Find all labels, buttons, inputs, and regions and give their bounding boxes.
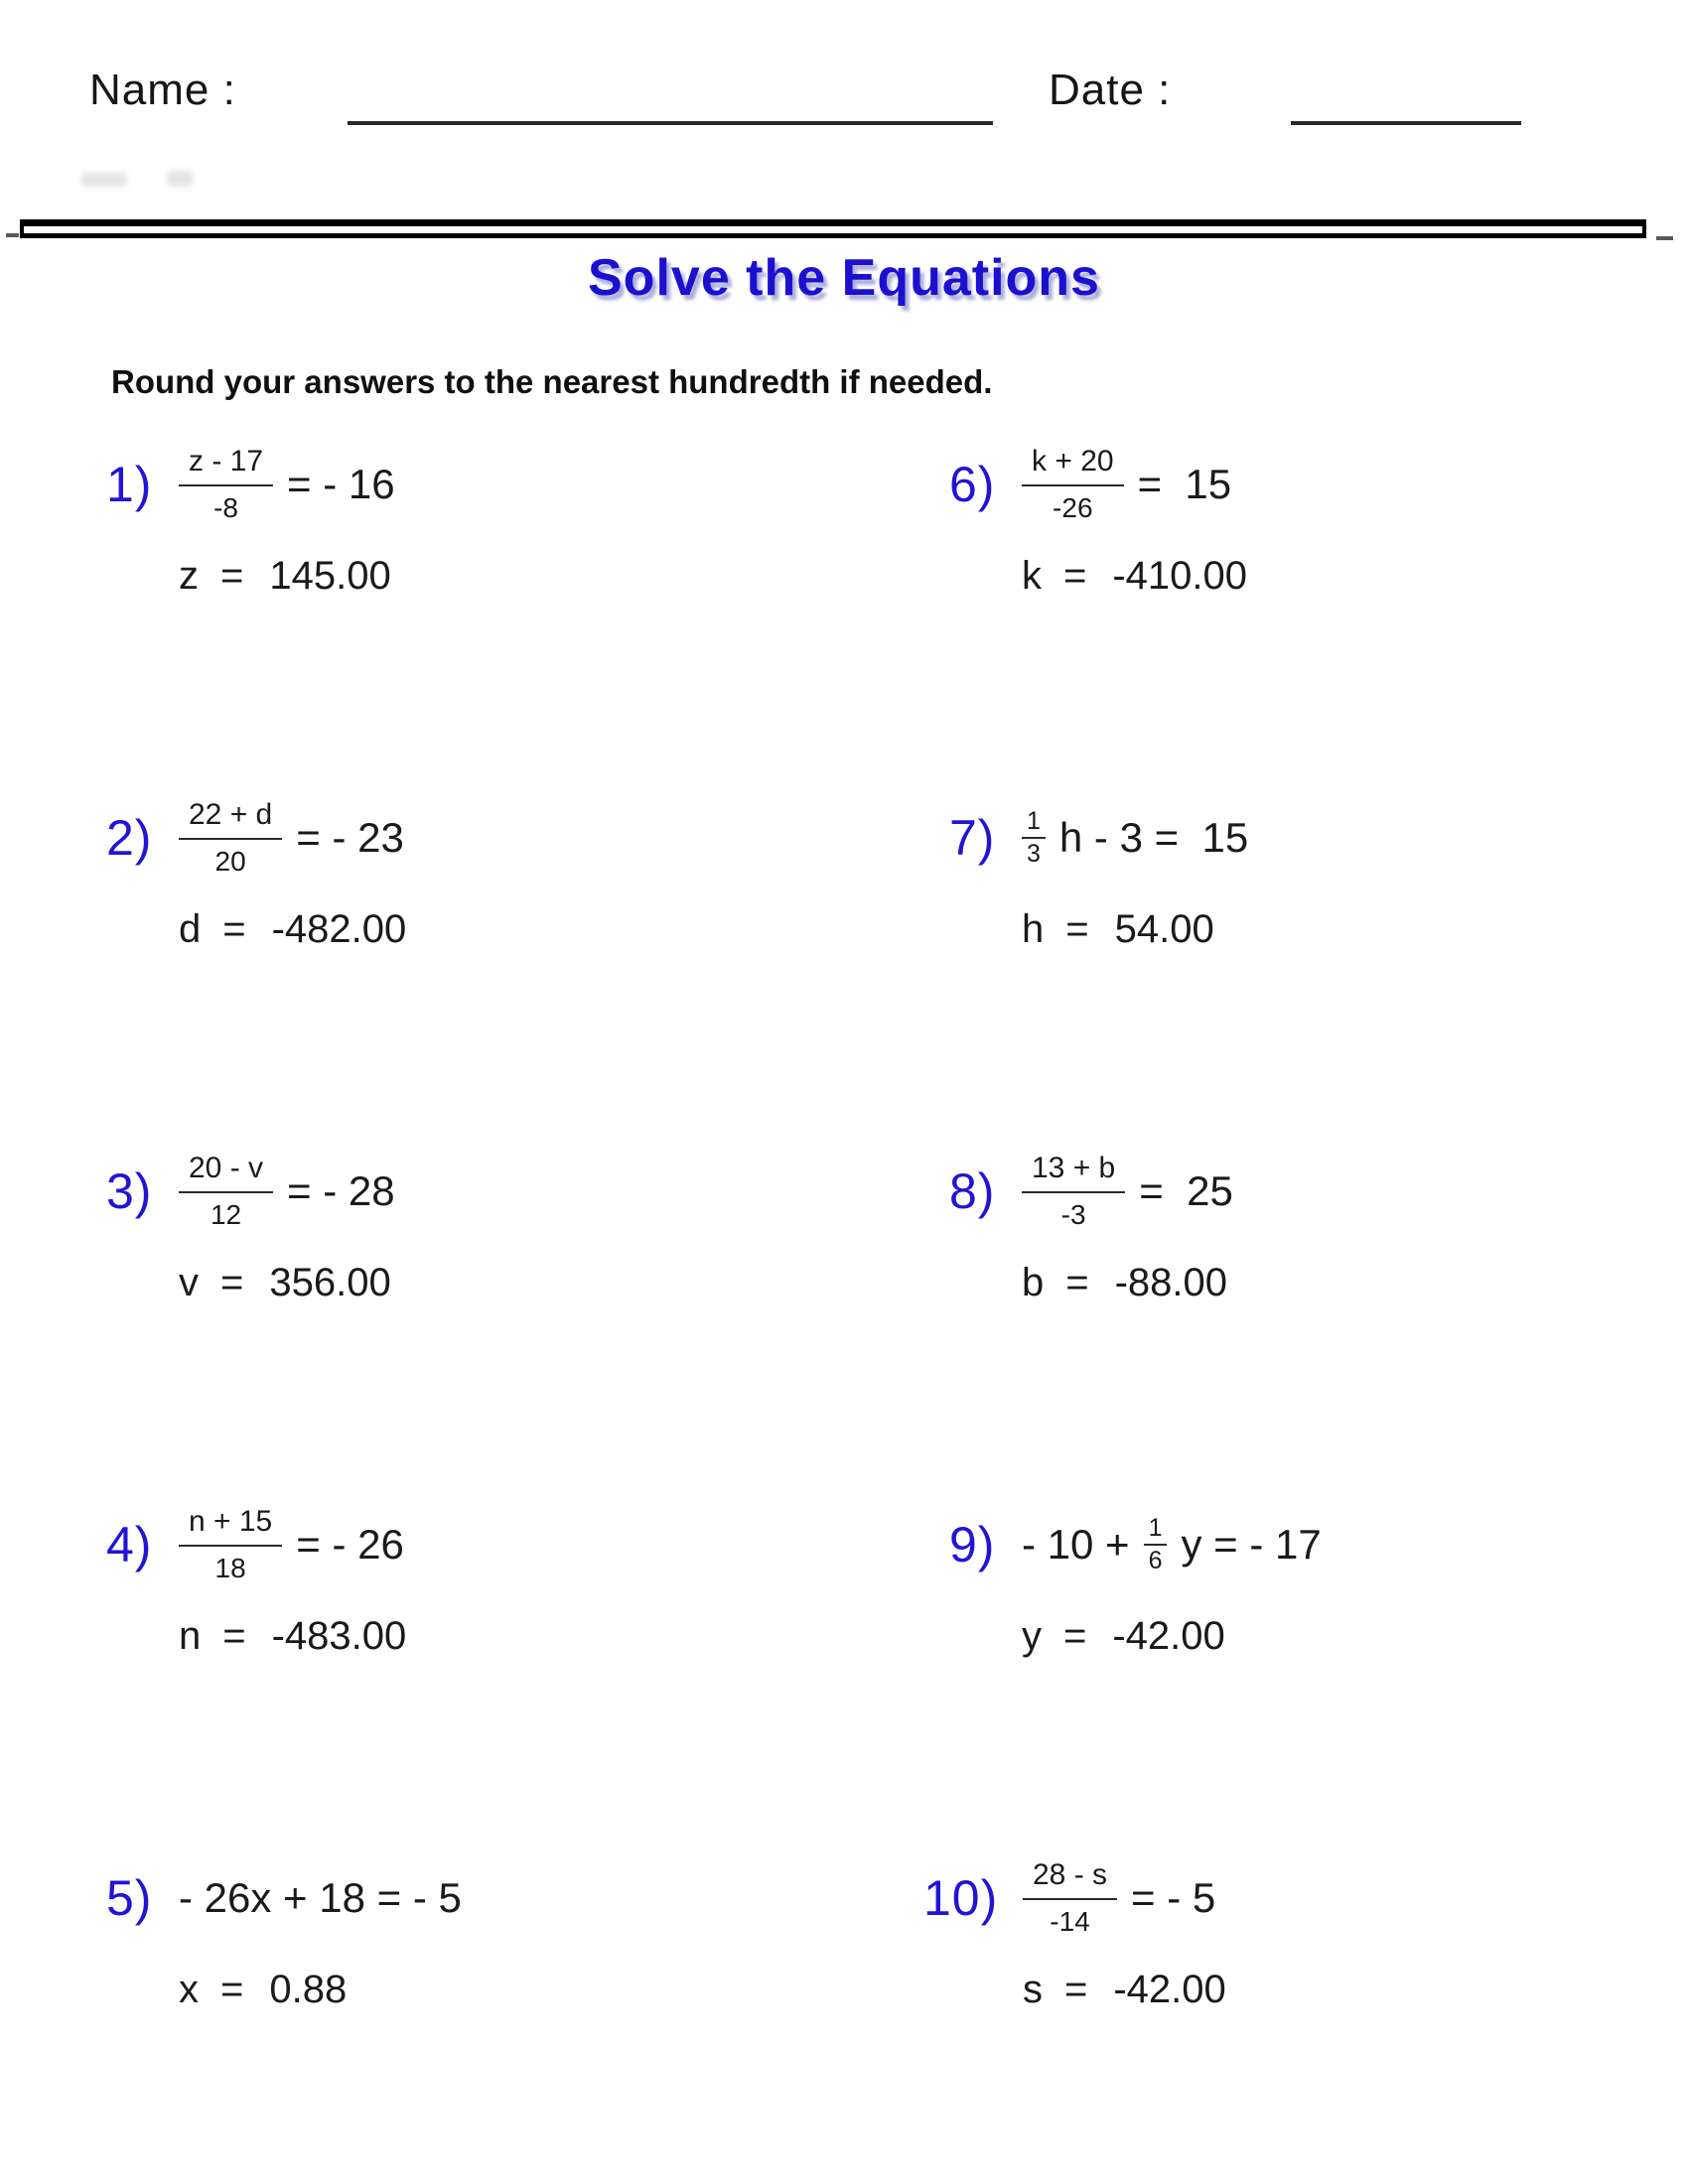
fraction-numerator: z - 17 [179,444,273,486]
problem-number: 9) [949,1517,996,1572]
fraction [1023,1857,1117,1939]
page-title: Solve the Equations [588,249,1100,307]
divider-left-dash [6,233,19,237]
problem-number: 10) [923,1870,999,1926]
answer-variable: s [1023,1968,1043,2011]
problem-row [106,1858,462,1938]
answer-equals-sign: = [220,1261,244,1304]
fraction-denominator: -14 [1050,1906,1090,1938]
small-fraction [1022,808,1046,869]
equation-text: = - 5 [1131,1874,1216,1921]
small-fraction [1144,1515,1168,1575]
equation-text: = 15 [1137,461,1232,507]
problem-row [949,1152,1233,1231]
header-divider-rule [20,219,1646,238]
fraction-numerator: 13 + b [1022,1151,1125,1193]
problem-3 [106,1152,395,1305]
fraction-numerator: 20 - v [179,1151,273,1193]
equation [179,445,395,524]
problem-9 [949,1505,1322,1659]
problem-number: 8) [949,1163,996,1219]
equation [1022,798,1248,878]
equation-text: y = - 17 [1181,1521,1322,1568]
answer-value: -42.00 [1113,1968,1226,2011]
answer-variable: n [179,1614,202,1658]
problem-1 [106,445,395,599]
problem-10 [923,1858,1226,2012]
instruction-text: Round your answers to the nearest hundredth if needed. [111,363,993,400]
answer-equals-sign: = [222,907,246,951]
answer-value: -482.00 [271,907,407,951]
answer-line [179,554,395,599]
answer-value: -410.00 [1112,554,1248,598]
answer-line [1022,554,1247,599]
answer-variable: d [179,907,202,951]
problem-row [106,1152,395,1231]
equation-text: = - 23 [296,814,404,861]
equation [179,1152,395,1231]
equation [179,798,404,878]
answer-line [1022,1614,1322,1659]
answer-value: -88.00 [1114,1261,1228,1304]
problem-4 [106,1505,406,1659]
scan-smudge [81,173,127,187]
small-fraction-numerator: 1 [1022,808,1046,840]
answer-variable: k [1022,554,1042,598]
fraction-denominator: 18 [214,1553,246,1584]
problem-number: 5) [106,1870,153,1926]
problem-row [106,1505,406,1584]
problem-8 [949,1152,1233,1305]
fraction [179,444,273,525]
answer-variable: v [179,1261,199,1304]
answer-line [179,1261,395,1305]
answer-variable: y [1022,1614,1042,1658]
name-underline [348,121,993,125]
answer-equals-sign: = [1065,1261,1089,1304]
answer-value: 54.00 [1114,907,1214,951]
name-label: Name : [89,66,236,114]
problem-2 [106,798,406,952]
fraction [179,797,282,879]
problem-number: 6) [949,457,996,512]
fraction-numerator: k + 20 [1022,444,1124,486]
equation [1022,1505,1322,1584]
fraction [1022,444,1124,525]
equation [1023,1858,1215,1938]
answer-equals-sign: = [1063,1614,1087,1658]
fraction-numerator: 28 - s [1023,1857,1117,1900]
fraction-numerator: n + 15 [179,1504,282,1547]
equation [179,1505,404,1584]
problem-number: 7) [949,810,996,866]
equation [179,1858,462,1938]
small-fraction-denominator: 6 [1148,1547,1163,1574]
problem-row [106,798,406,878]
answer-value: 145.00 [269,554,391,598]
answer-variable: x [179,1968,199,2011]
answer-equals-sign: = [1065,907,1089,951]
answer-variable: h [1022,907,1045,951]
date-label: Date : [1049,66,1172,114]
answer-value: -42.00 [1112,1614,1225,1658]
equation-text: - 26x + 18 = - 5 [179,1874,462,1921]
small-fraction-numerator: 1 [1144,1515,1168,1547]
fraction-denominator: -8 [213,492,238,524]
equation [1022,445,1231,524]
problem-5 [106,1858,462,2012]
equation [1022,1152,1233,1231]
answer-line [1022,1261,1233,1305]
problem-row [949,445,1247,524]
fraction [179,1151,273,1232]
date-underline [1291,121,1521,125]
problem-row [106,445,395,524]
small-fraction-denominator: 3 [1027,840,1041,868]
scan-smudge [167,171,193,187]
answer-line [179,1614,406,1659]
fraction-denominator: -3 [1060,1199,1086,1231]
equation-text: = - 16 [287,461,395,507]
fraction-denominator: -26 [1053,492,1093,524]
answer-value: -483.00 [271,1614,407,1658]
problem-number: 3) [106,1163,153,1219]
equation-text: = - 28 [287,1167,395,1214]
problem-number: 1) [106,457,153,512]
fraction-denominator: 20 [214,846,246,878]
answer-value: 0.88 [269,1968,348,2011]
problem-number: 2) [106,810,153,866]
equation-text: = 25 [1139,1167,1233,1214]
answer-equals-sign: = [220,554,244,598]
answer-line [179,907,406,952]
answer-line [179,1968,462,2012]
answer-equals-sign: = [1063,554,1087,598]
answer-variable: b [1022,1261,1045,1304]
problem-row [923,1858,1226,1938]
problem-row [949,798,1248,878]
answer-equals-sign: = [220,1968,244,2011]
problem-number: 4) [106,1517,153,1572]
equation-text: h - 3 = 15 [1058,814,1249,861]
answer-equals-sign: = [1064,1968,1088,2011]
answer-variable: z [179,554,199,598]
answer-equals-sign: = [222,1614,246,1658]
equation-text: - 10 + [1022,1521,1130,1568]
fraction-numerator: 22 + d [179,797,282,840]
fraction [1022,1151,1125,1232]
answer-line [1023,1968,1226,2012]
fraction-denominator: 12 [210,1199,242,1231]
answer-value: 356.00 [269,1261,391,1304]
divider-right-dash [1656,236,1673,240]
answer-line [1022,907,1248,952]
problem-7 [949,798,1248,952]
problem-6 [949,445,1247,599]
fraction [179,1504,282,1585]
equation-text: = - 26 [296,1521,404,1568]
problem-row [949,1505,1322,1584]
